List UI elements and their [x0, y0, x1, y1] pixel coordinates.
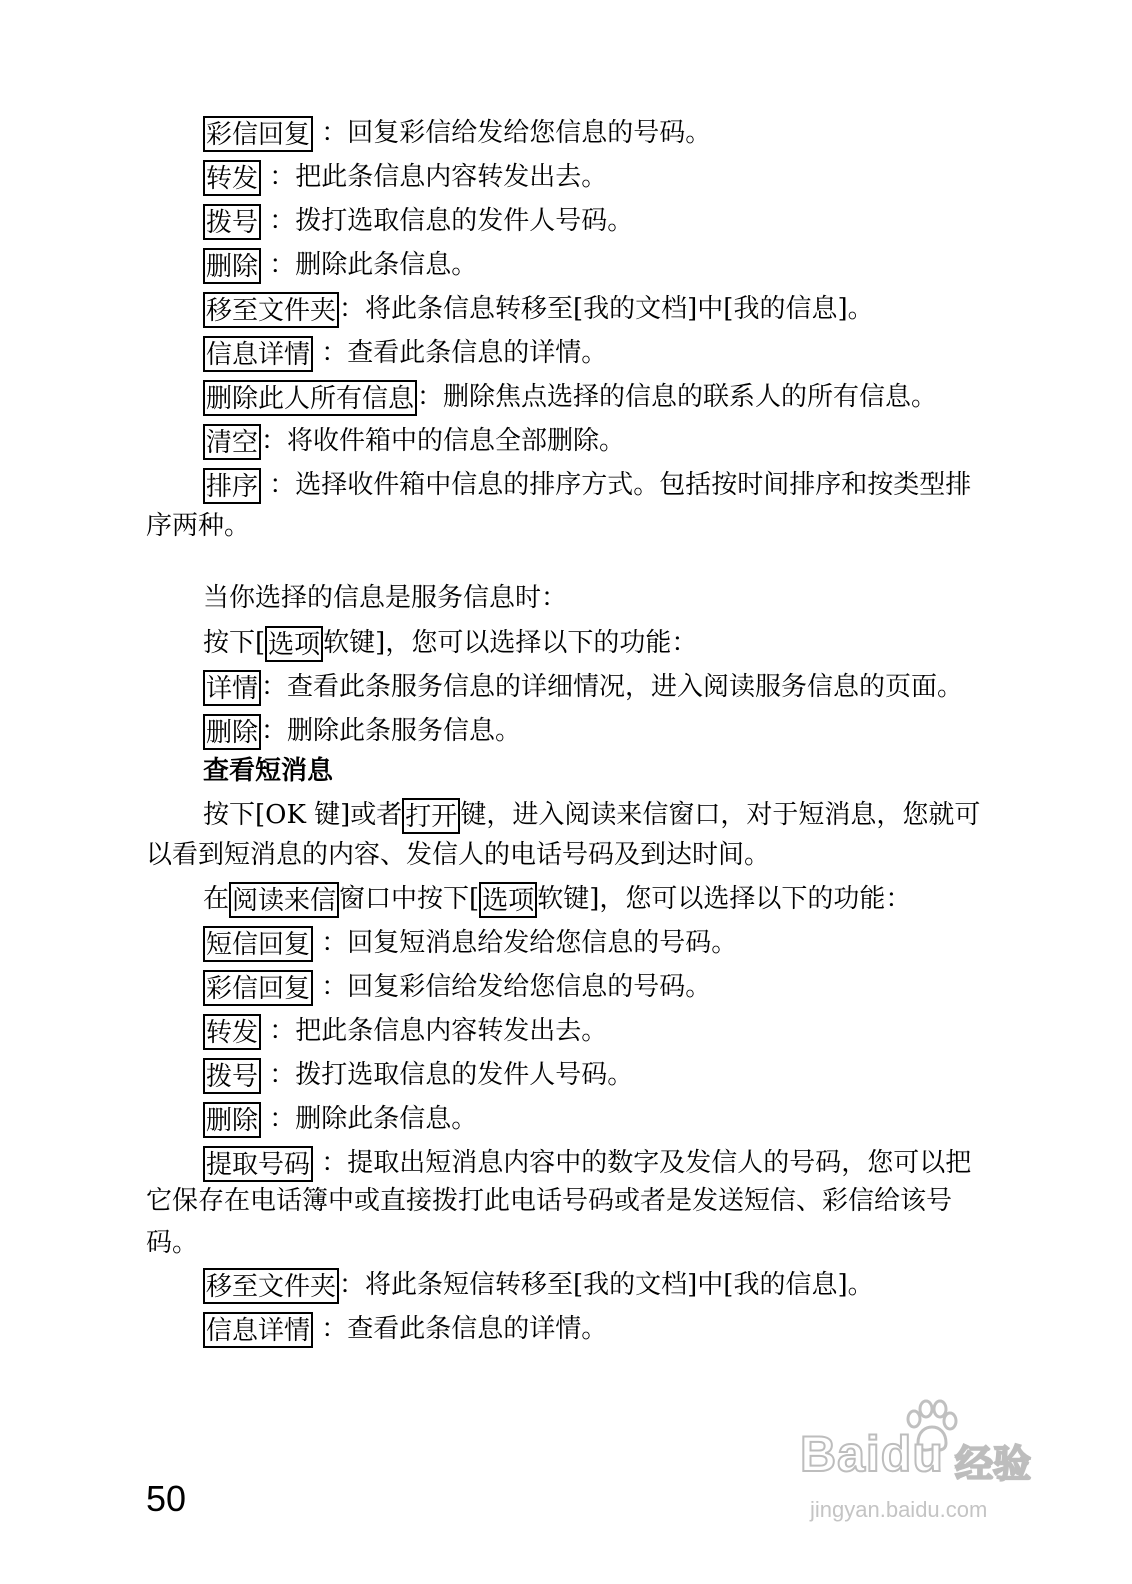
key-label: 信息详情 — [203, 336, 313, 372]
option-description: ：将此条信息转移至[我的文档]中[我的信息]。 — [339, 294, 874, 324]
text-segment: 按下[ — [203, 628, 266, 658]
option-line — [203, 116, 1073, 152]
key-label: 阅读来信 — [229, 882, 339, 918]
option-description: ：回复彩信给发给您信息的号码。 — [313, 118, 712, 148]
section-heading: 查看短消息 — [203, 756, 334, 786]
option-line — [203, 926, 1073, 962]
option-description: ：删除此条信息。 — [261, 1104, 478, 1134]
option-line — [203, 670, 1073, 706]
option-description: ：查看此条服务信息的详细情况，进入阅读服务信息的页面。 — [261, 672, 964, 702]
option-description: ：提取出短消息内容中的数字及发信人的号码，您可以把 — [313, 1148, 972, 1178]
instruction-line — [203, 882, 1073, 918]
option-line — [203, 714, 1073, 750]
key-label: 清空 — [203, 424, 261, 460]
option-line — [203, 468, 1073, 504]
text-segment: 窗口中按下[ — [339, 884, 480, 914]
key-label: 彩信回复 — [203, 970, 313, 1006]
option-description: ：删除焦点选择的信息的联系人的所有信息。 — [417, 382, 938, 412]
option-description: ：拨打选取信息的发件人号码。 — [261, 1060, 634, 1090]
paragraph-line: 码。 — [146, 1228, 199, 1258]
paragraph-line: 以看到短消息的内容、发信人的电话号码及到达时间。 — [146, 840, 771, 870]
key-label: 转发 — [203, 160, 261, 196]
option-line — [203, 1014, 1073, 1050]
text-segment: 键，进入阅读来信窗口，对于短消息，您就可 — [460, 800, 981, 830]
option-line — [203, 1268, 1073, 1304]
option-description: ：查看此条信息的详情。 — [313, 1314, 608, 1344]
option-line — [203, 204, 1073, 240]
key-label: 排序 — [203, 468, 261, 504]
watermark-logo: Baidu — [800, 1426, 944, 1482]
key-label: 删除 — [203, 714, 261, 750]
option-description: ：回复短消息给发给您信息的号码。 — [313, 928, 738, 958]
option-line — [203, 1146, 1073, 1182]
key-label: 删除 — [203, 1102, 261, 1138]
paragraph-line: 它保存在电话簿中或直接拨打此电话号码或者是发送短信、彩信给该号 — [146, 1186, 953, 1216]
key-label: 拨号 — [203, 1058, 261, 1094]
text-segment: 软键]，您可以选择以下的功能： — [537, 884, 912, 914]
key-label: 详情 — [203, 670, 261, 706]
text-segment: 按下[OK 键]或者 — [203, 800, 403, 830]
key-label: 信息详情 — [203, 1312, 313, 1348]
option-line — [203, 292, 1073, 328]
page-number: 50 — [146, 1478, 187, 1519]
key-label: 提取号码 — [203, 1146, 313, 1182]
key-label: 删除此人所有信息 — [203, 380, 417, 416]
text-segment: 在 — [203, 884, 230, 914]
option-description: ：把此条信息内容转发出去。 — [261, 162, 608, 192]
text-segment: 软键]，您可以选择以下的功能： — [323, 628, 698, 658]
key-label: 拨号 — [203, 204, 261, 240]
option-description: ：拨打选取信息的发件人号码。 — [261, 206, 634, 236]
key-label: 选项 — [479, 882, 537, 918]
key-label: 转发 — [203, 1014, 261, 1050]
option-description: ：将收件箱中的信息全部删除。 — [261, 426, 626, 456]
watermark-url: jingyan.baidu.com — [810, 1497, 988, 1522]
key-label: 短信回复 — [203, 926, 313, 962]
option-line — [203, 970, 1073, 1006]
paragraph-line: 序两种。 — [146, 511, 251, 541]
instruction-line — [203, 626, 1073, 662]
option-description: ：查看此条信息的详情。 — [313, 338, 608, 368]
option-line — [203, 380, 1073, 416]
option-line — [203, 336, 1073, 372]
key-label: 删除 — [203, 248, 261, 284]
instruction-line — [203, 798, 1073, 834]
watermark-logo-cn: 经验 — [955, 1444, 1032, 1486]
option-description: ：把此条信息内容转发出去。 — [261, 1016, 608, 1046]
option-description: ：删除此条服务信息。 — [261, 716, 522, 746]
baidu-watermark — [790, 1405, 1060, 1545]
option-line — [203, 1102, 1073, 1138]
option-description: ：删除此条信息。 — [261, 250, 478, 280]
option-description: ：回复彩信给发给您信息的号码。 — [313, 972, 712, 1002]
option-line — [203, 1058, 1073, 1094]
key-label: 彩信回复 — [203, 116, 313, 152]
key-label: 选项 — [265, 626, 323, 662]
key-label: 移至文件夹 — [203, 1268, 339, 1304]
option-line — [203, 424, 1073, 460]
key-label: 移至文件夹 — [203, 292, 339, 328]
option-description: ：将此条短信转移至[我的文档]中[我的信息]。 — [339, 1270, 874, 1300]
option-description: ：选择收件箱中信息的排序方式。包括按时间排序和按类型排 — [261, 470, 972, 500]
key-label: 打开 — [402, 798, 460, 834]
option-line — [203, 1312, 1073, 1348]
option-line — [203, 160, 1073, 196]
option-line — [203, 248, 1073, 284]
paragraph-line: 当你选择的信息是服务信息时： — [203, 583, 568, 613]
